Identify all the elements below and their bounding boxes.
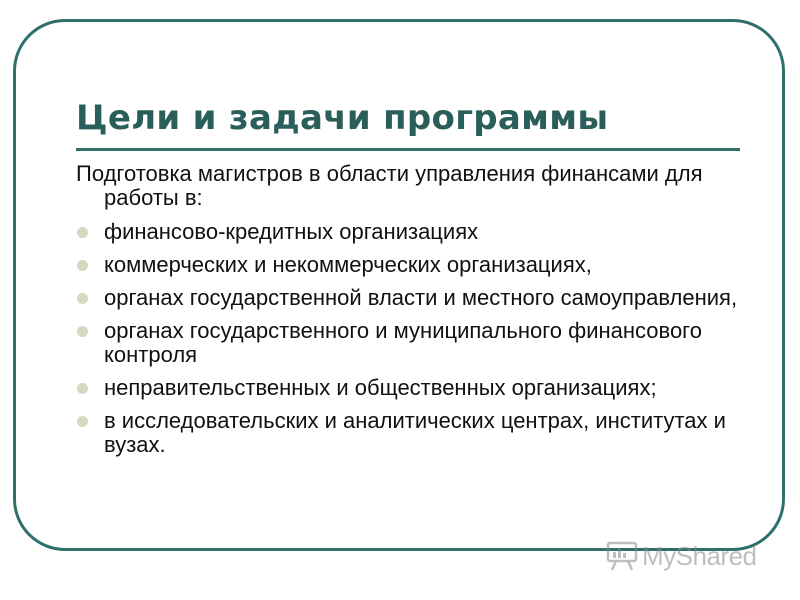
bullet-text: коммерческих и некоммерческих организациях,	[104, 252, 592, 277]
bullet-text: органах государственной власти и местного самоуправления,	[104, 285, 738, 310]
bullet-text: неправительственных и общественных организациях;	[104, 375, 657, 400]
bullet-list	[76, 220, 756, 457]
bullet-dot-icon	[77, 326, 88, 337]
bullet-item	[76, 409, 756, 457]
bullet-item	[76, 253, 756, 277]
bullet-dot-icon	[77, 293, 88, 304]
presentation-board-icon	[606, 541, 638, 571]
bullet-item	[76, 220, 756, 244]
watermark-logo	[606, 534, 757, 578]
bullet-dot-icon	[77, 416, 88, 427]
title-underline	[76, 148, 740, 151]
bullet-item	[76, 319, 756, 367]
bullet-text: финансово-кредитных организациях	[104, 219, 479, 244]
bullet-dot-icon	[77, 383, 88, 394]
slide-title: Цели и задачи программы	[76, 98, 609, 138]
bullet-dot-icon	[77, 227, 88, 238]
bullet-text: в исследовательских и аналитических центрах, институтах и вузах.	[104, 408, 726, 457]
bullet-item	[76, 286, 756, 310]
watermark-text: MyShared	[642, 540, 757, 571]
slide-body	[76, 162, 756, 466]
bullet-item	[76, 376, 756, 400]
bullet-dot-icon	[77, 260, 88, 271]
intro-text: Подготовка магистров в области управления финансами для работы в:	[76, 161, 703, 210]
bullet-text: органах государственного и муниципального финансового контроля	[104, 318, 702, 367]
